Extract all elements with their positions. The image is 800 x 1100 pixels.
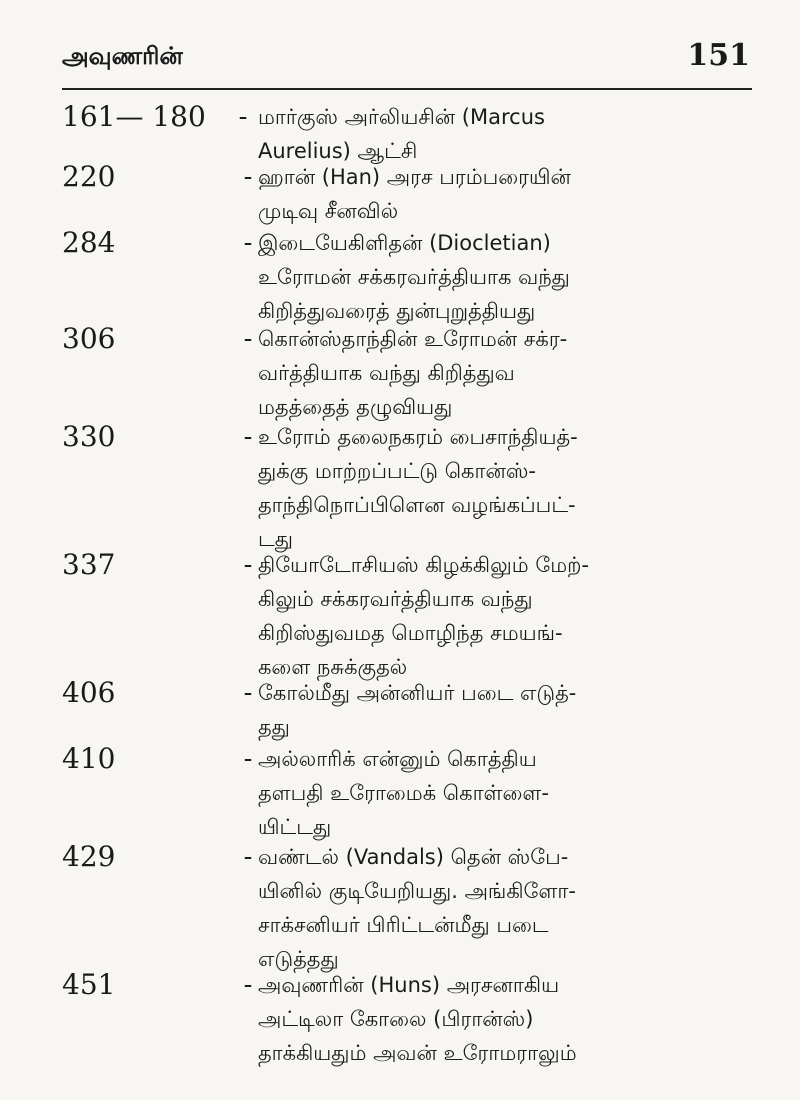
entry-dash: - bbox=[243, 744, 253, 774]
entry-year: 284 bbox=[62, 226, 116, 259]
entry-year: 330 bbox=[62, 420, 116, 453]
entry-year: 451 bbox=[62, 968, 116, 1001]
description-line: தியோடோசியஸ் கிழக்கிலும் மேற்- bbox=[258, 553, 590, 577]
description-line: முடிவு சீனவில் bbox=[258, 199, 399, 223]
entry-year: 429 bbox=[62, 840, 116, 873]
description-line: எடுத்தது bbox=[258, 947, 339, 971]
entry-description bbox=[258, 840, 750, 976]
entry-year: 410 bbox=[62, 742, 116, 775]
description-line: தாந்திநொப்பிளென வழங்கப்பட்- bbox=[258, 493, 576, 517]
entry-dash: - bbox=[243, 422, 253, 452]
description-line: உரோம் தலைநகரம் பைசாந்தியத்- bbox=[258, 425, 578, 449]
description-line: தது bbox=[258, 715, 290, 739]
description-line: அவுணரின் (Huns) அரசனாகிய bbox=[258, 973, 560, 997]
entry-dash: - bbox=[243, 842, 253, 872]
entry-description bbox=[258, 160, 750, 228]
entry-description bbox=[258, 676, 750, 744]
entry-description bbox=[258, 100, 750, 168]
entry-description bbox=[258, 968, 750, 1070]
entry-year: 337 bbox=[62, 548, 116, 581]
description-line: உரோமன் சக்கரவர்த்தியாக வந்து bbox=[258, 265, 570, 289]
entry-dash: - bbox=[238, 102, 248, 132]
description-line: மதத்தைத் தழுவியது bbox=[258, 395, 453, 419]
description-line: கிறிஸ்துவமத மொழிந்த சமயங்- bbox=[258, 621, 563, 645]
entry-description bbox=[258, 548, 750, 684]
entry-year: 406 bbox=[62, 676, 116, 709]
page-header bbox=[62, 38, 750, 88]
entry-dash: - bbox=[243, 970, 253, 1000]
description-line: கிலும் சக்கரவர்த்தியாக வந்து bbox=[258, 587, 533, 611]
entry-description bbox=[258, 322, 750, 424]
header-rule bbox=[62, 88, 752, 90]
entry-dash: - bbox=[243, 324, 253, 354]
description-line: வர்த்தியாக வந்து கிறித்துவ bbox=[258, 361, 515, 385]
entry-year: 220 bbox=[62, 160, 116, 193]
entry-description bbox=[258, 226, 750, 328]
entry-year: 306 bbox=[62, 322, 116, 355]
description-line: ஹான் (Han) அரச பரம்பரையின் bbox=[258, 165, 571, 189]
description-line: Aurelius) ஆட்சி bbox=[258, 139, 418, 163]
description-line: கிறித்துவரைத் துன்புறுத்தியது bbox=[258, 299, 536, 323]
description-line: யிட்டது bbox=[258, 815, 332, 839]
description-line: யினில் குடியேறியது. அங்கிளோ- bbox=[258, 879, 576, 903]
entry-dash: - bbox=[243, 162, 253, 192]
entry-description bbox=[258, 742, 750, 844]
description-line: களை நசுக்குதல் bbox=[258, 655, 408, 679]
description-line: அட்டிலா கோலை (பிரான்ஸ்) bbox=[258, 1007, 534, 1031]
running-title: அவுணரின் bbox=[62, 42, 183, 70]
description-line: அல்லாரிக் என்னும் கொத்திய bbox=[258, 747, 537, 771]
description-line: தாக்கியதும் அவன் உரோமராலும் bbox=[258, 1041, 577, 1065]
page-number: 151 bbox=[687, 38, 750, 73]
entry-year: 161— 180 bbox=[62, 100, 206, 133]
description-line: இடையேகிளிதன் (Diocletian) bbox=[258, 231, 551, 255]
description-line: சாக்சனியர் பிரிட்டன்மீது படை bbox=[258, 913, 549, 937]
entry-dash: - bbox=[243, 550, 253, 580]
description-line: கொன்ஸ்தாந்தின் உரோமன் சக்ர- bbox=[258, 327, 568, 351]
description-line: தளபதி உரோமைக் கொள்ளை- bbox=[258, 781, 549, 805]
description-line: வண்டல் (Vandals) தென் ஸ்பே- bbox=[258, 845, 569, 869]
description-line: மார்குஸ் அர்லியசின் (Marcus bbox=[258, 105, 545, 129]
description-line: டது bbox=[258, 527, 293, 551]
entry-dash: - bbox=[243, 678, 253, 708]
description-line: துக்கு மாற்றப்பட்டு கொன்ஸ்- bbox=[258, 459, 536, 483]
description-line: கோல்மீது அன்னியர் படை எடுத்- bbox=[258, 681, 577, 705]
entry-dash: - bbox=[243, 228, 253, 258]
entry-description bbox=[258, 420, 750, 556]
